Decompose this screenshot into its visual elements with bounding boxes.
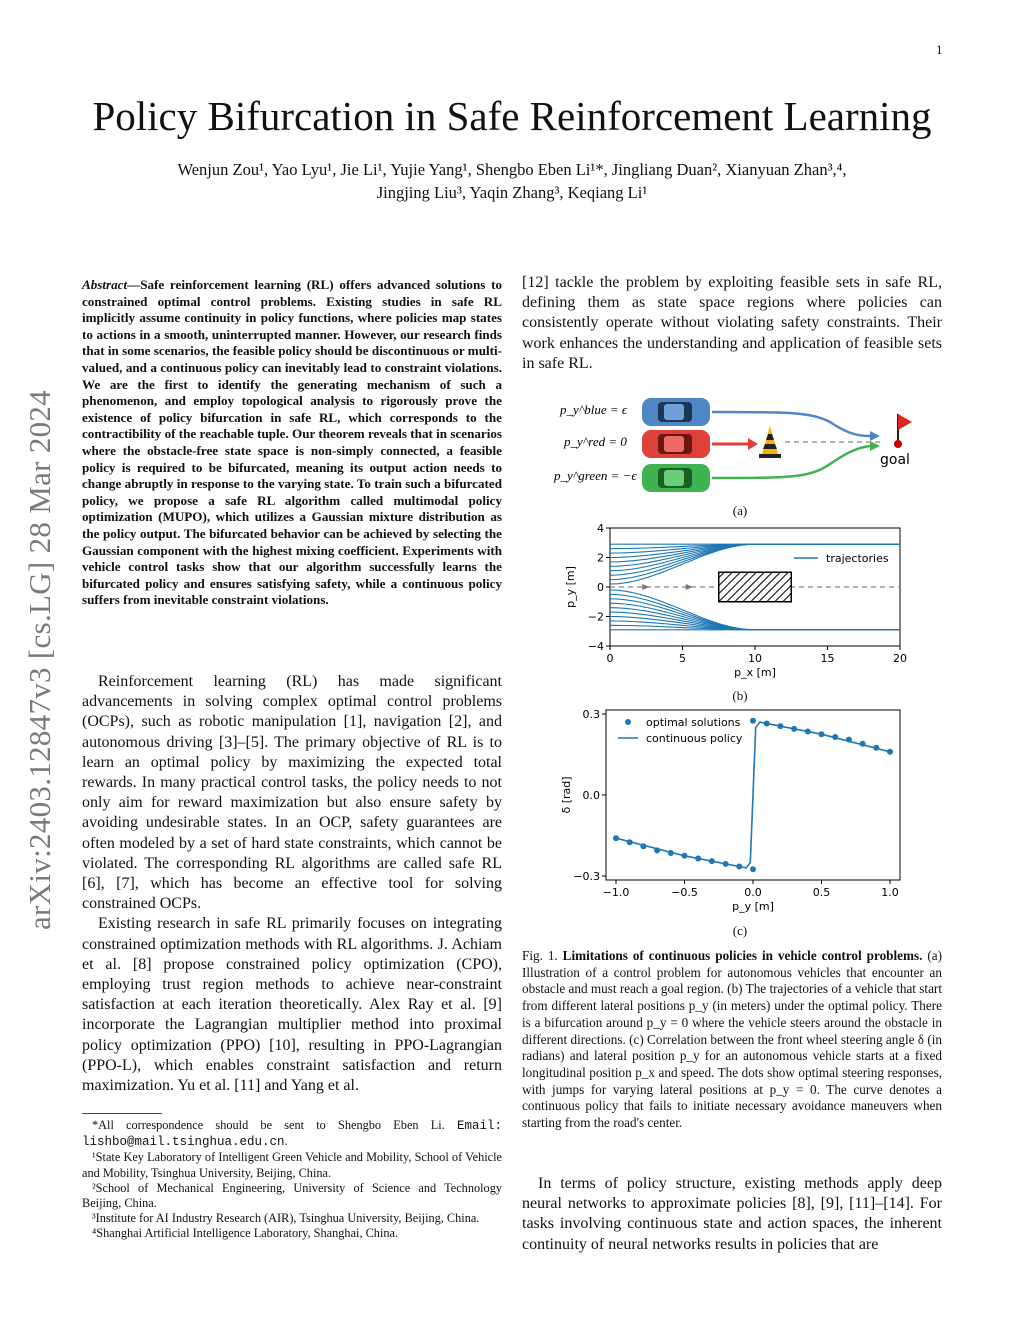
caption-lead: Fig. 1. (522, 948, 563, 963)
chart-c-xlabel: p_y [m] (732, 900, 774, 913)
chart-c-xtick-label: −0.5 (671, 886, 698, 899)
chart-b-trajectory-line (610, 599, 900, 630)
panel-b-label: (b) (732, 688, 748, 703)
chart-b-ytick-label: −2 (587, 610, 604, 624)
chart-b-plot (564, 522, 907, 679)
chart-b-xtick-label: 15 (820, 652, 835, 665)
chart-b-ytick-label: 4 (597, 522, 604, 535)
chart-c-optimal-point (887, 749, 893, 755)
chart-b-xtick-label: 10 (748, 652, 762, 665)
footnote-email-link[interactable]: lishbo@mail.tsinghua.edu.cn (82, 1135, 285, 1150)
figure-caption (522, 948, 942, 1132)
label-blue-car: p_y^blue = ϵ (560, 402, 628, 417)
footnote-1: ¹State Key Laboratory of Intelligent Green Vehicle and Mobility, School of Vehicle and Mobility, Tsinghua University, Beijing, China. (82, 1150, 502, 1180)
chart-c-optimal-point (805, 729, 811, 735)
chart-c-optimal-point (736, 864, 742, 870)
label-red-car: p_y^red = 0 (564, 434, 627, 449)
label-green-car: p_y^green = −ϵ (554, 468, 637, 483)
paper-title: Policy Bifurcation in Safe Reinforcement Learning (92, 93, 932, 139)
chart-c-optimal-point (668, 850, 674, 856)
green-car-icon (642, 464, 710, 492)
chart-b-direction-arrow (686, 584, 693, 590)
footnote-3: ³Institute for AI Industry Research (AIR), Tsinghua University, Beijing, China. (92, 1211, 480, 1226)
chart-c-ytick-label: −0.3 (573, 870, 600, 883)
authors-line-1: Wenjun Zou¹, Yao Lyu¹, Jie Li¹, Yujie Yang¹, Shengbo Eben Li¹*, Jingliang Duan², Xianyuan Zhan³,⁴, (177, 160, 847, 179)
page-number: 1 (936, 42, 943, 57)
chart-b-trajectory-line (610, 621, 900, 630)
chart-b-xtick-label: 0 (606, 652, 614, 665)
chart-c-optimal-point (695, 855, 701, 861)
intro-paragraph-1: Reinforcement learning (RL) has made significant advancements in solving complex optimal control problems (OCPs), such as robotic manipulation [1], navigation [2], and autonomous driving [3]–[5]. The primary objective of RL is to learn an optimal policy by maximizing the expected total rewards. In many practical control tasks, the policy needs to not only aim for reward maximization but also ensure safety by avoiding undesirable states. In an OCP, safety guarantees are often modeled by a set of hard state constraints, which cannot be violated. The corresponding RL algorithms are called safe RL [6], [7], which has become an effective tool for solving constrained OCPs. (82, 673, 502, 913)
chart-c-legend-label-continuous: continuous policy (646, 732, 743, 745)
chart-c-ytick-label: 0.0 (582, 789, 600, 802)
right-column-bottom (522, 1174, 942, 1255)
chart-c-ylabel: δ [rad] (560, 776, 573, 814)
chart-c-legend-dot (625, 719, 631, 725)
chart-c-optimal-point (627, 839, 633, 845)
footnote-2: ²School of Mechanical Engineering, University of Science and Technology Beijing, China. (82, 1180, 502, 1211)
chart-c-optimal-point (777, 723, 783, 729)
chart-c-optimal-point (860, 741, 866, 747)
goal-flag-icon (894, 414, 912, 448)
right-paragraph-1: [12] tackle the problem by exploiting feasible sets in safe RL, defining them as state space regions where policies can consistently operate without violating safety constraints. Their work enhances the understanding and application of feasible sets in safe RL. (522, 274, 942, 372)
chart-c-optimal-point (613, 835, 619, 841)
arxiv-stamp: arXiv:2403.12847v3 [cs.LG] 28 Mar 2024 (22, 389, 57, 930)
chart-c-optimal-point (654, 847, 660, 853)
goal-label: goal (880, 452, 910, 468)
chart-c-optimal-point (682, 853, 688, 859)
chart-c-optimal-point (709, 858, 715, 864)
right-column-top (522, 273, 942, 374)
intro-paragraph-2: Existing research in safe RL primarily focuses on integrating constrained optimization methods with RL algorithms. J. Achiam et al. [8] propose constrained policy optimization (CPO), employing trust region methods to achieve near-constraint satisfaction at each iteration theoretically. Alex Ray et al. [9] incorporate the Lagrangian multiplier method into proximal policy optimization (PPO) [10], resulting in PPO-Lagrangian (PPO-L), which enables constraint satisfaction and return maximization. Yu et al. [11] and Yang et al. (82, 915, 502, 1095)
caption-bold: Limitations of continuous policies in vehicle control problems. (562, 948, 923, 963)
abstract-lead: Abstract (82, 277, 128, 292)
chart-b-trajectory-line (610, 612, 900, 630)
chart-b-xtick-label: 20 (893, 652, 907, 665)
author-list (100, 158, 924, 204)
chart-c-optimal-point (723, 861, 729, 867)
chart-b-ytick-label: 0 (597, 581, 604, 594)
figure-c-steering-chart (556, 704, 942, 914)
chart-c-ytick-label: 0.3 (582, 708, 600, 721)
blue-arrowhead-icon (870, 431, 880, 441)
footnote-correspondence: *All correspondence should be sent to Shengbo Eben Li. Email: lishbo@mail.tsinghua.edu.cn. (82, 1118, 502, 1150)
chart-c-optimal-point (873, 745, 879, 751)
panel-c-label: (c) (732, 923, 748, 938)
blue-car-icon (642, 398, 710, 426)
chart-b-legend-label: trajectories (826, 552, 889, 565)
chart-b-ytick-label: 2 (597, 551, 604, 565)
figure-a-illustration (540, 392, 940, 502)
chart-b-ylabel: p_y [m] (564, 566, 577, 608)
red-car-icon (642, 430, 710, 458)
footnote-corr-text: *All correspondence should be sent to Shengbo Eben Li. (92, 1118, 457, 1132)
caption-text: (a) Illustration of a control problem for autonomous vehicles that encounter an obstacle and must reach a goal region. (b) The trajectories of a vehicle that start from different lateral positions p_y (in meters) under the optimal policy. There is a bifurcation around p_y = 0 where the vehicle steers around the obstacle in different directions. (c) Correlation between the front wheel steering angle δ (in radians) and lateral position p_y for an autonomous vehicle starts at a fixed longitudinal position p_x and speed. The dots show optimal steering responses, with jumps for varying lateral positions at p_y = 0. The curve denotes a continuous policy that fails to initiate necessary avoidance maneuvers when starting from the road's center. (522, 948, 943, 1131)
chart-b-obstacle-hatch (791, 601, 792, 602)
footnote-email-label: Email: (456, 1119, 502, 1133)
chart-c-optimal-point (832, 734, 838, 740)
chart-c-optimal-point (764, 720, 770, 726)
right-paragraph-2: In terms of policy structure, existing methods apply deep neural networks to approximate policies [8], [9], [11]–[14]. For tasks involving continuous state and action spaces, the inherent continuity of neural networks results in policies that are (522, 1175, 942, 1253)
chart-c-xtick-label: 0.0 (744, 886, 762, 899)
figure-b-trajectory-chart (556, 520, 942, 680)
chart-c-optimal-point (750, 718, 756, 724)
footnote-rule (82, 1113, 162, 1114)
chart-b-trajectory-line (610, 625, 900, 630)
red-arrowhead-icon (748, 438, 758, 450)
chart-c-optimal-point (846, 737, 852, 743)
chart-b-ytick-label: −4 (587, 640, 604, 653)
chart-b-xtick-label: 5 (679, 652, 686, 665)
footnote-4: ⁴Shanghai Artificial Intelligence Laboratory, Shanghai, China. (92, 1226, 399, 1241)
intro-section (82, 672, 502, 1096)
chart-c-optimal-point (791, 726, 797, 732)
authors-line-2: Jingjing Liu³, Yaqin Zhang³, Keqiang Li¹ (376, 183, 648, 202)
chart-c-xtick-label: −1.0 (602, 886, 630, 899)
chart-c-optimal-point (640, 843, 646, 849)
chart-c-xtick-label: 0.5 (812, 886, 831, 899)
blue-trajectory-arrow (712, 412, 870, 436)
chart-b-xlabel: p_x [m] (734, 666, 776, 679)
chart-b-trajectory-line (610, 544, 900, 549)
chart-c-xtick-label: 1.0 (881, 886, 899, 899)
abstract (82, 277, 502, 609)
panel-a-label: (a) (732, 503, 748, 518)
chart-c-legend-label-optimal: optimal solutions (646, 716, 741, 729)
abstract-text: —Safe reinforcement learning (RL) offers advanced solutions to constrained optimal control problems. Existing studies in safe RL implicitly assume continuity in policy functions, where policies map states to actions in a smooth, uninterrupted manner. However, our research finds that in some scenarios, the feasible policy should be discontinuous or multi-valued, and a continuous policy can inevitably lead to constraint violations. We are the first to identify the generating mechanism of such a phenomenon, and employ topological analysis to rigorously prove the existence of policy bifurcation in safe RL, which corresponds to the contractibility of the reachable tuple. Our theorem reveals that in scenarios where the obstacle-free state space is non-simply connected, a feasible policy is required to be bifurcated, meaning its output action needs to change abruptly in response to the varying state. To train such a bifurcated policy, we propose a safe RL algorithm called multimodal policy optimization (MUPO), which utilizes a Gaussian mixture distribution as the policy output. The bifurcated behavior can be achieved by selecting the Gaussian component with the highest mixing coefficient. Experiments with vehicle control tasks show that our algorithm successfully learns the bifurcated policy and ensures satisfying safety, while a continuous policy suffers from inevitable constraint violations. (82, 277, 502, 608)
traffic-cone-icon (759, 426, 781, 458)
chart-c-plot (560, 708, 900, 913)
chart-c-optimal-point (819, 731, 825, 737)
footnotes (82, 1113, 502, 1242)
chart-c-optimal-point (750, 866, 756, 872)
green-trajectory-arrow (712, 446, 870, 478)
chart-b-direction-arrow (642, 584, 649, 590)
